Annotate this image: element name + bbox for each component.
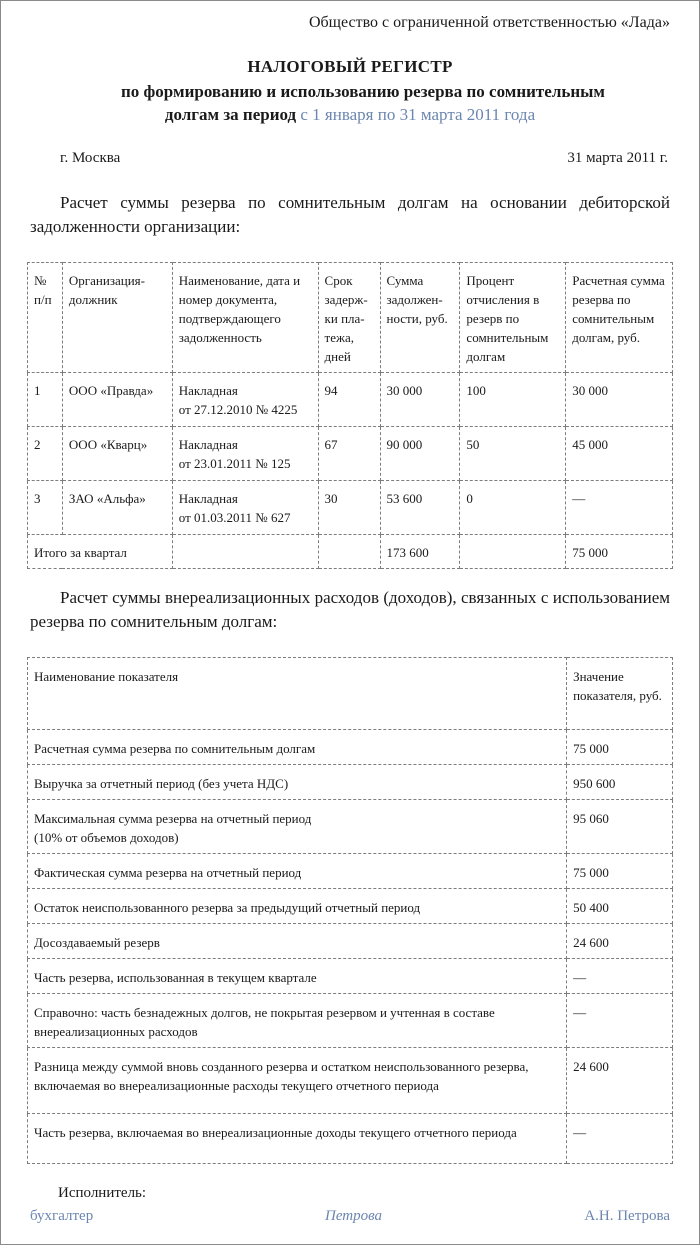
total-reserve-amount: 75 000: [566, 535, 673, 569]
header-cell: Организация-должник: [62, 263, 172, 373]
indicator-value: 24 600: [567, 924, 673, 959]
row-number: 2: [28, 427, 63, 481]
table-header-row: [28, 263, 673, 373]
reserve-amount: 45 000: [566, 427, 673, 481]
total-row: [28, 535, 673, 569]
empty-cell: [172, 535, 318, 569]
document-ref: от 23.01.2011 № 125: [178, 456, 291, 471]
reserve-percent: 100: [460, 373, 566, 427]
indicator-name-cell: [28, 800, 567, 854]
header-cell: Процент отчисления в резерв по сомнительным долгам: [460, 263, 566, 373]
register-title: НАЛОГОВЫЙ РЕГИСТР: [247, 57, 453, 76]
debt-reserve-table: [27, 262, 673, 569]
table-header-row: [28, 658, 673, 730]
indicator-value: 75 000: [567, 730, 673, 765]
table-row: [28, 373, 673, 427]
debt-amount: 30 000: [380, 373, 460, 427]
header-cell: Наименование, дата и номер документа, подтверждающего задолженность: [172, 263, 318, 373]
indicator-name: Справочно: часть безнадежных долгов, не покрытая резервом и учтенная в составе внереализационных расходов: [28, 994, 567, 1048]
nonoperating-expenses-table: [27, 657, 673, 1164]
debtor-organization: ООО «Кварц»: [62, 427, 172, 481]
indicator-value: —: [567, 994, 673, 1048]
reserve-percent: 50: [460, 427, 566, 481]
table-row: [28, 481, 673, 535]
subtitle-period-label: долгам за период: [164, 105, 297, 124]
reserve-amount: 30 000: [566, 373, 673, 427]
indicator-name: Фактическая сумма резерва на отчетный период: [28, 854, 567, 889]
table-row: [28, 889, 673, 924]
table-row: [28, 800, 673, 854]
indicator-name: Остаток неиспользованного резерва за предыдущий отчетный период: [28, 889, 567, 924]
indicator-name: Досоздаваемый резерв: [28, 924, 567, 959]
header-cell: № п/п: [28, 263, 63, 373]
executor-name: А.Н. Петрова: [584, 1208, 670, 1224]
debtor-organization: ЗАО «Альфа»: [62, 481, 172, 535]
document-type: Накладная: [178, 383, 238, 398]
table-row: [28, 765, 673, 800]
reserve-amount: —: [566, 481, 673, 535]
debt-amount: 53 600: [380, 481, 460, 535]
delay-days: 30: [318, 481, 380, 535]
total-debt-amount: 173 600: [380, 535, 460, 569]
indicator-name: Разница между суммой вновь созданного резерва и остатком неиспользованного резерва, включаемая во внереализационные расходы текущего отчетного периода: [28, 1048, 567, 1114]
debt-amount: 90 000: [380, 427, 460, 481]
row-number: 1: [28, 373, 63, 427]
document-cell: [172, 427, 318, 481]
document-date: 31 марта 2011 г.: [567, 150, 668, 166]
document-type: Накладная: [178, 491, 238, 506]
indicator-name: Часть резерва, использованная в текущем квартале: [28, 959, 567, 994]
table-row: [28, 924, 673, 959]
company-name: Общество с ограниченной ответственностью «Лада»: [308, 14, 670, 31]
indicator-value: 50 400: [567, 889, 673, 924]
debtor-organization: ООО «Правда»: [62, 373, 172, 427]
executor-signature: Петрова: [325, 1208, 383, 1224]
document-ref: от 27.12.2010 № 4225: [178, 402, 298, 417]
header-cell: Значение показателя, руб.: [567, 658, 673, 730]
subtitle-period-value: с 1 января по 31 марта 2011 года: [300, 105, 536, 124]
table-row: [28, 427, 673, 481]
table-row: [28, 1114, 673, 1164]
header-cell: Срок задержки платежа, дней: [318, 263, 380, 373]
table-row: [28, 730, 673, 765]
indicator-value: 24 600: [567, 1048, 673, 1114]
document-type: Накладная: [178, 437, 238, 452]
document-ref: от 01.03.2011 № 627: [178, 510, 291, 525]
header-cell: Расчетная сумма резерва по сомнительным долгам, руб.: [566, 263, 673, 373]
indicator-value: 95 060: [567, 800, 673, 854]
delay-days: 67: [318, 427, 380, 481]
table-row: [28, 1048, 673, 1114]
total-label: Итого за квартал: [28, 535, 173, 569]
section2-intro: Расчет суммы внереализационных расходов (доходов), связанных с использованием резерва по сомнительным долгам:: [30, 588, 670, 631]
table-row: [28, 959, 673, 994]
indicator-name: Максимальная сумма резерва на отчетный период: [34, 811, 312, 826]
reserve-percent: 0: [460, 481, 566, 535]
empty-cell: [318, 535, 380, 569]
indicator-name: Выручка за отчетный период (без учета НДС): [28, 765, 567, 800]
indicator-name: Часть резерва, включаемая во внереализационные доходы текущего отчетного периода: [28, 1114, 567, 1164]
register-subtitle-line1: по формированию и использованию резерва по сомнительным: [121, 82, 605, 101]
indicator-value: 75 000: [567, 854, 673, 889]
indicator-name: Расчетная сумма резерва по сомнительным долгам: [28, 730, 567, 765]
indicator-value: —: [567, 1114, 673, 1164]
table-row: [28, 854, 673, 889]
document-cell: [172, 481, 318, 535]
section1-intro: Расчет суммы резерва по сомнительным долгам на основании дебиторской задолженности организации:: [30, 193, 670, 236]
indicator-value: 950 600: [567, 765, 673, 800]
indicator-name-note: (10% от объемов доходов): [34, 830, 179, 845]
empty-cell: [460, 535, 566, 569]
executor-label: Исполнитель:: [58, 1185, 147, 1201]
document-city: г. Москва: [60, 150, 121, 166]
header-cell: Наименование показателя: [28, 658, 567, 730]
executor-position: бухгалтер: [30, 1208, 94, 1224]
header-cell: Сумма задолженности, руб.: [380, 263, 460, 373]
register-subtitle-line2: [0, 105, 700, 125]
indicator-value: —: [567, 959, 673, 994]
row-number: 3: [28, 481, 63, 535]
delay-days: 94: [318, 373, 380, 427]
table-row: [28, 994, 673, 1048]
document-cell: [172, 373, 318, 427]
